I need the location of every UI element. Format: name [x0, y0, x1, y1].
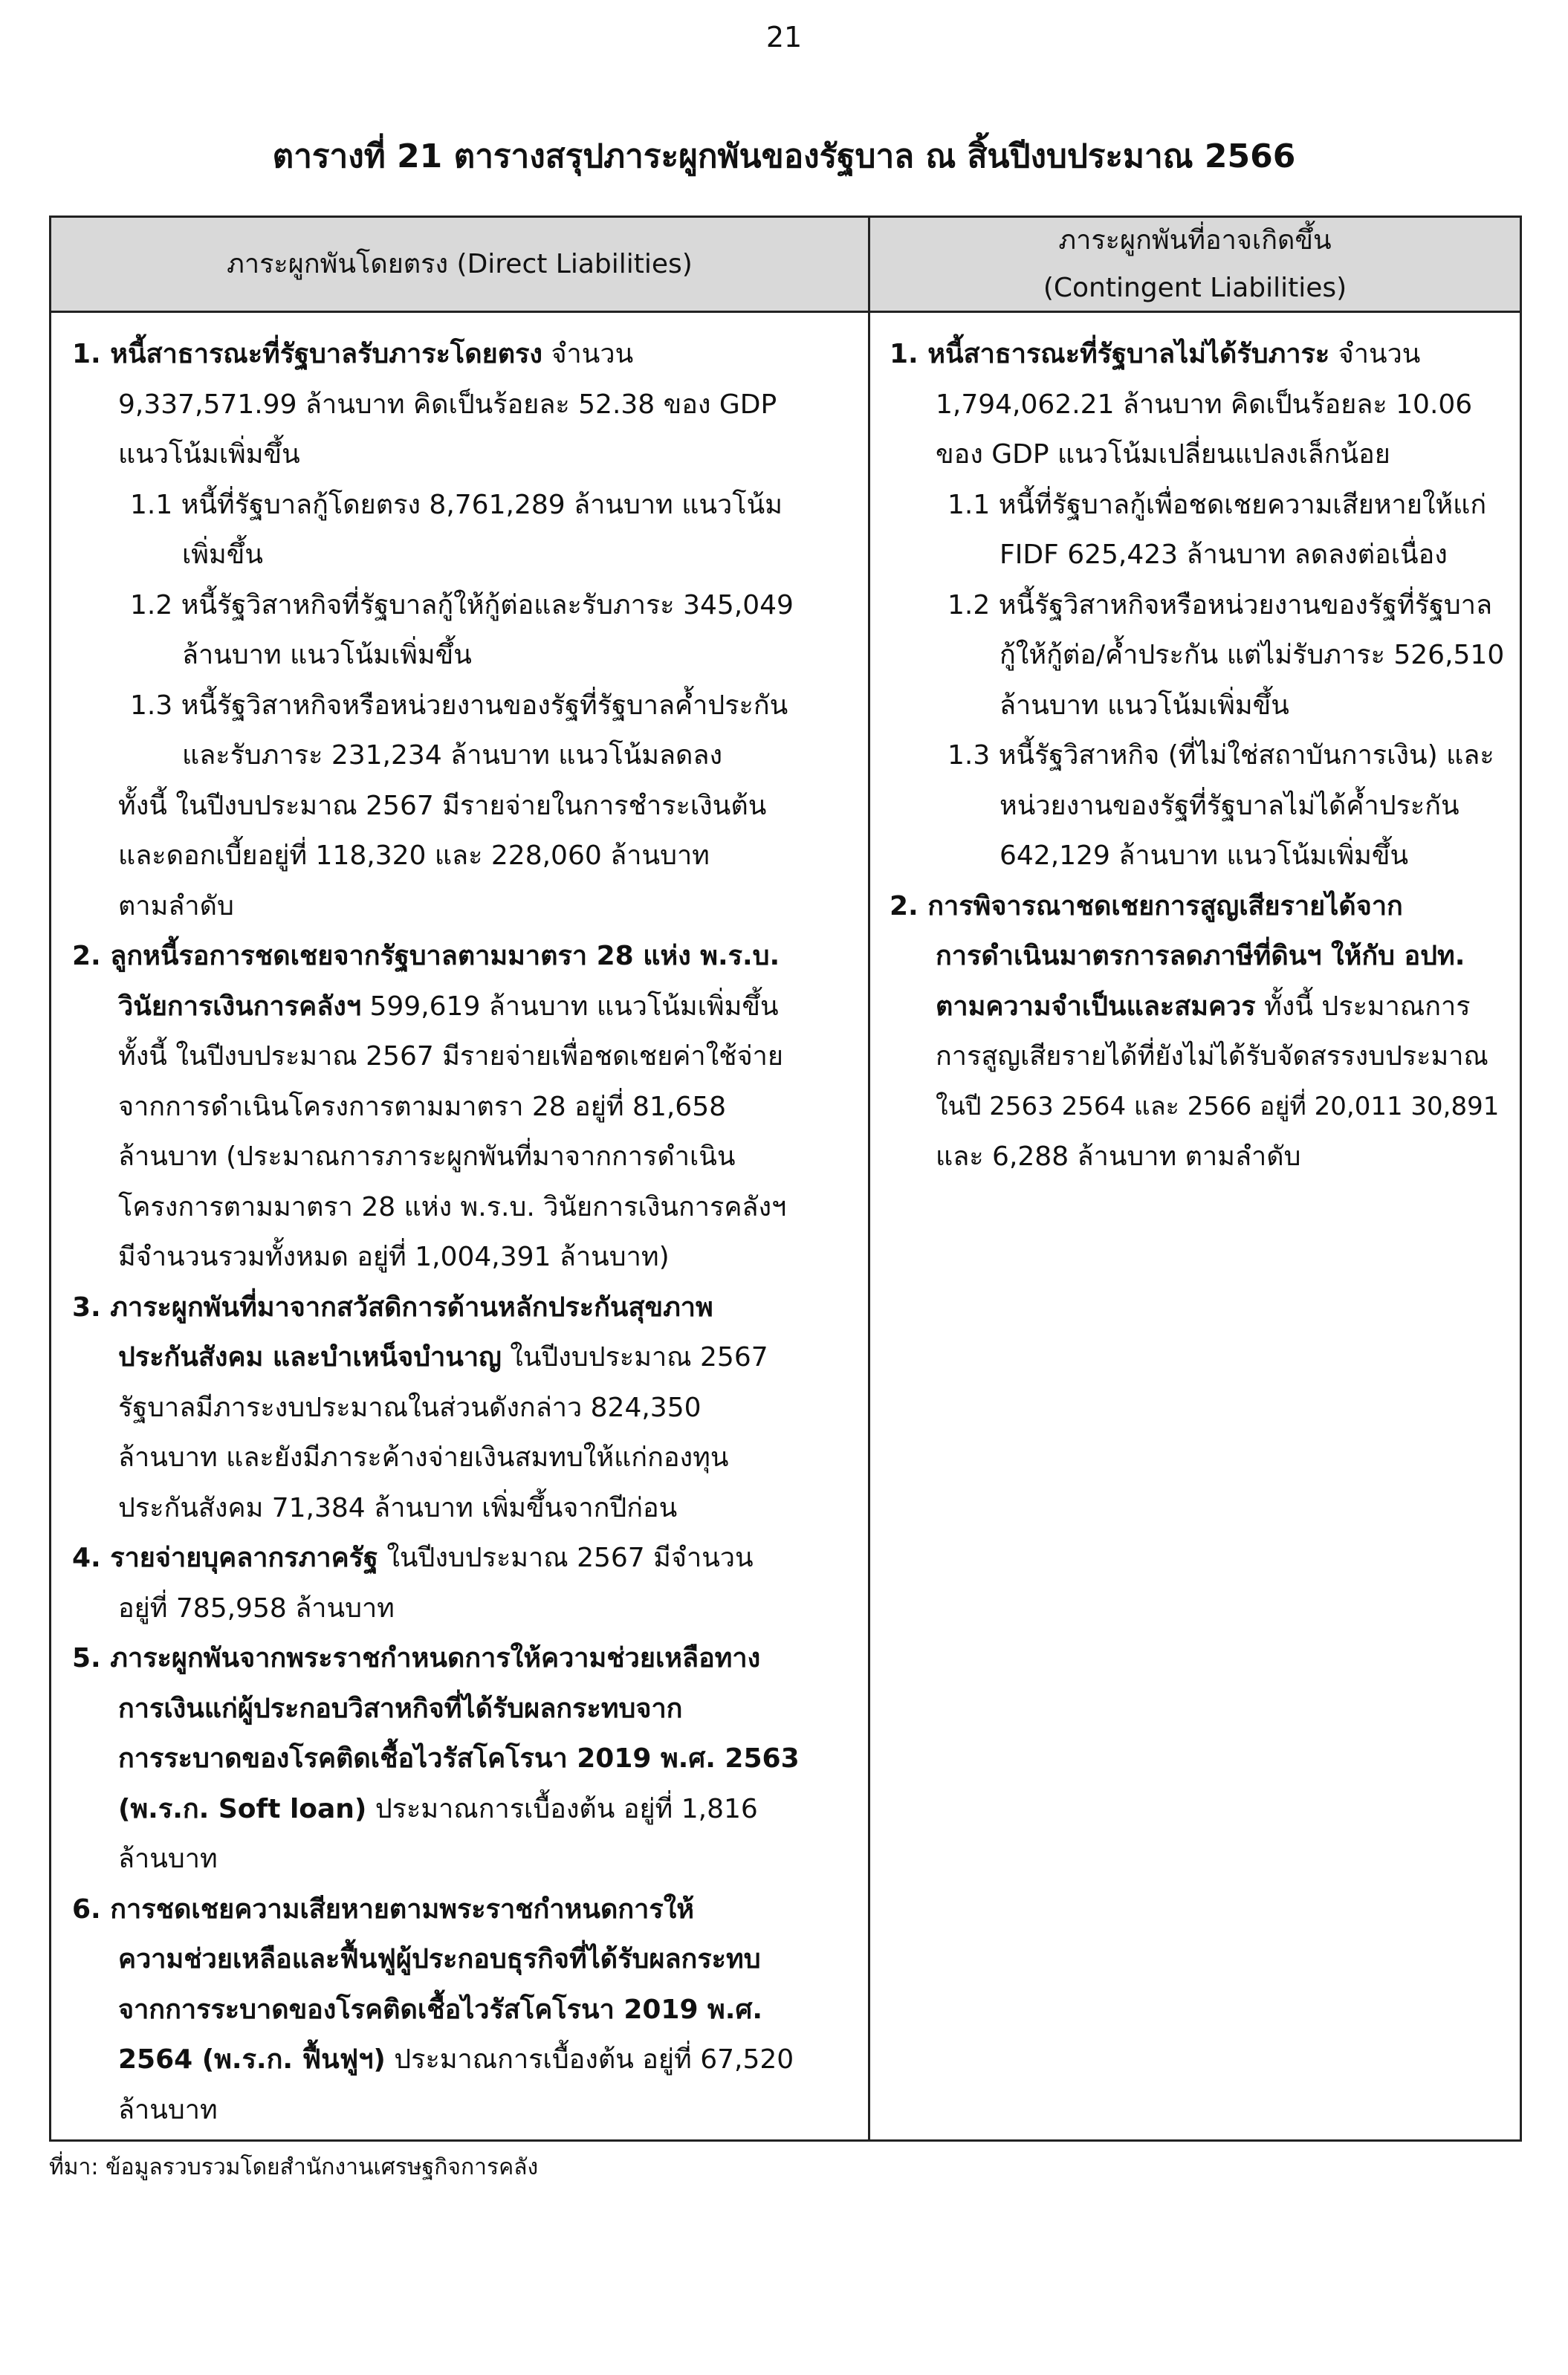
- text-line: ทั้งนี้ ในปีงบประมาณ 2567 มีรายจ่ายเพื่อชดเชยค่าใช้จ่าย: [118, 1041, 783, 1072]
- item-heading: การเงินแก่ผู้ประกอบวิสาหกิจที่ได้รับผลกระทบจาก: [118, 1693, 683, 1724]
- item-heading: ตามความจำเป็นและสมควร: [936, 991, 1256, 1022]
- column-divider: [868, 218, 870, 2139]
- text-line: [72, 982, 861, 1032]
- text-line: 1.1 หนี้ที่รัฐบาลกู้เพื่อชดเชยความเสียหายให้แก่: [947, 489, 1487, 520]
- item-heading: 1. หนี้สาธารณะที่รัฐบาลรับภาระโดยตรง: [72, 339, 543, 369]
- text-line: ในปี 2563 2564 และ 2566 อยู่ที่ 20,011 30,891: [936, 1091, 1500, 1121]
- item-heading: ความช่วยเหลือและฟื้นฟูผู้ประกอบธุรกิจที่ได้รับผลกระทบ: [118, 1944, 761, 1974]
- text-line: โครงการตามมาตรา 28 แห่ง พ.ร.บ. วินัยการเงินการคลังฯ: [118, 1191, 787, 1222]
- text-line: ล้านบาท: [118, 2094, 218, 2125]
- text-line: หน่วยงานของรัฐที่รัฐบาลไม่ได้ค้ำประกัน: [1000, 790, 1460, 821]
- text-line: [72, 329, 861, 380]
- text-line: อยู่ที่ 785,958 ล้านบาท: [118, 1592, 395, 1624]
- text-line: 1.2 หนี้รัฐวิสาหกิจที่รัฐบาลกู้ให้กู้ต่อและรับภาระ 345,049: [130, 589, 794, 621]
- item-text: ในปีงบประมาณ 2567 มีจำนวน: [378, 1543, 754, 1573]
- text-line: การสูญเสียรายได้ที่ยังไม่ได้รับจัดสรรงบประมาณ: [936, 1041, 1488, 1072]
- item-heading: การดำเนินมาตรการลดภาษีที่ดินฯ ให้กับ อปท.: [936, 941, 1465, 971]
- source-note: ที่มา: ข้อมูลรวบรวมโดยสำนักงานเศรษฐกิจการคลัง: [49, 2154, 539, 2180]
- text-line: ของ GDP แนวโน้มเปลี่ยนแปลงเล็กน้อย: [936, 439, 1390, 470]
- item-heading: 2. ลูกหนี้รอการชดเชยจากรัฐบาลตามมาตรา 28 แห่ง พ.ร.บ.: [72, 941, 780, 971]
- text-line: และรับภาระ 231,234 ล้านบาท แนวโน้มลดลง: [182, 740, 723, 771]
- page-number: 21: [765, 21, 803, 54]
- text-line: และดอกเบี้ยอยู่ที่ 118,320 และ 228,060 ล้านบาท: [118, 840, 710, 871]
- item-heading: (พ.ร.ก. Soft loan): [118, 1793, 367, 1824]
- item-heading: การระบาดของโรคติดเชื้อไวรัสโคโรนา 2019 พ.ศ. 2563: [118, 1743, 800, 1774]
- text-line: ล้านบาท แนวโน้มเพิ่มขึ้น: [182, 640, 472, 670]
- table-header-row: [51, 218, 1520, 313]
- text-line: 1.2 หนี้รัฐวิสาหกิจหรือหน่วยงานของรัฐที่รัฐบาล: [947, 589, 1493, 621]
- item-text: จำนวน: [542, 339, 634, 369]
- text-line: [72, 1332, 861, 1383]
- item-heading: 2. การพิจารณาชดเชยการสูญเสียรายได้จาก: [890, 890, 1403, 921]
- item-heading: 5. ภาระผูกพันจากพระราชกำหนดการให้ความช่วยเหลือทาง: [72, 1643, 761, 1673]
- text-line: ล้านบาท: [118, 1844, 218, 1874]
- item-heading: 1. หนี้สาธารณะที่รัฐบาลไม่ได้รับภาระ: [890, 339, 1330, 369]
- text-line: [72, 2035, 861, 2085]
- text-line: 1,794,062.21 ล้านบาท คิดเป็นร้อยละ 10.06: [936, 389, 1473, 420]
- text-line: 1.3 หนี้รัฐวิสาหกิจหรือหน่วยงานของรัฐที่รัฐบาลค้ำประกัน: [130, 690, 788, 721]
- item-text: ในปีงบประมาณ 2567: [501, 1342, 768, 1373]
- item-heading: 6. การชดเชยความเสียหายตามพระราชกำหนดการให้: [72, 1893, 694, 1925]
- item-text: ประมาณการเบื้องต้น อยู่ที่ 67,520: [385, 2044, 794, 2075]
- text-line: FIDF 625,423 ล้านบาท ลดลงต่อเนื่อง: [1000, 540, 1448, 570]
- text-line: ทั้งนี้ ในปีงบประมาณ 2567 มีรายจ่ายในการชำระเงินต้น: [118, 790, 767, 821]
- item-heading: 4. รายจ่ายบุคลากรภาครัฐ: [72, 1543, 378, 1573]
- liabilities-summary-table: [49, 216, 1522, 2142]
- contingent-liabilities-cell: [890, 329, 1509, 2132]
- item-text: 599,619 ล้านบาท แนวโน้มเพิ่มขึ้น: [361, 991, 779, 1022]
- text-line: กู้ให้กู้ต่อ/ค้ำประกัน แต่ไม่รับภาระ 526,510: [1000, 640, 1505, 670]
- text-line: รัฐบาลมีภาระงบประมาณในส่วนดังกล่าว 824,350: [118, 1392, 702, 1423]
- text-line: [72, 1784, 861, 1835]
- item-heading: 3. ภาระผูกพันที่มาจากสวัสดิการด้านหลักประกันสุขภาพ: [72, 1292, 713, 1323]
- item-heading: จากการระบาดของโรคติดเชื้อไวรัสโคโรนา 2019 พ.ศ.: [118, 1994, 762, 2025]
- text-line: ล้านบาท (ประมาณการภาระผูกพันที่มาจากการดำเนิน: [118, 1141, 736, 1172]
- header-direct-liabilities: ภาระผูกพันโดยตรง (Direct Liabilities): [227, 248, 693, 279]
- text-line: จากการดำเนินโครงการตามมาตรา 28 อยู่ที่ 81,658: [118, 1091, 726, 1122]
- text-line: [890, 982, 1509, 1032]
- text-line: 1.1 หนี้ที่รัฐบาลกู้โดยตรง 8,761,289 ล้านบาท แนวโน้ม: [130, 489, 783, 520]
- text-line: ตามลำดับ: [118, 890, 234, 921]
- text-line: 1.3 หนี้รัฐวิสาหกิจ (ที่ไม่ใช่สถาบันการเงิน) และ: [947, 740, 1494, 771]
- item-heading: 2564 (พ.ร.ก. ฟื้นฟูฯ): [118, 2044, 386, 2075]
- header-contingent-line1: ภาระผูกพันที่อาจเกิดขึ้น: [1058, 224, 1332, 256]
- text-line: [890, 329, 1509, 380]
- item-text: ทั้งนี้ ประมาณการ: [1255, 991, 1471, 1022]
- item-text: ประมาณการเบื้องต้น อยู่ที่ 1,816: [366, 1793, 758, 1824]
- text-line: และ 6,288 ล้านบาท ตามลำดับ: [936, 1141, 1301, 1172]
- text-line: แนวโน้มเพิ่มขึ้น: [118, 439, 300, 470]
- table-title: ตารางที่ 21 ตารางสรุปภาระผูกพันของรัฐบาล ณ สิ้นปีงบประมาณ 2566: [272, 137, 1296, 175]
- direct-liabilities-cell: [72, 329, 861, 2132]
- item-heading: ประกันสังคม และบำเหน็จบำนาญ: [118, 1342, 502, 1373]
- header-contingent-line2: (Contingent Liabilities): [1043, 272, 1347, 303]
- item-text: จำนวน: [1329, 339, 1421, 369]
- text-line: ล้านบาท แนวโน้มเพิ่มขึ้น: [1000, 690, 1289, 721]
- text-line: มีจำนวนรวมทั้งหมด อยู่ที่ 1,004,391 ล้านบาท): [118, 1242, 670, 1272]
- text-line: 642,129 ล้านบาท แนวโน้มเพิ่มขึ้น: [1000, 840, 1409, 871]
- text-line: 9,337,571.99 ล้านบาท คิดเป็นร้อยละ 52.38 ของ GDP: [118, 389, 777, 420]
- text-line: ล้านบาท และยังมีภาระค้างจ่ายเงินสมทบให้แก่กองทุน: [118, 1442, 729, 1473]
- header-contingent-liabilities: [870, 218, 1520, 311]
- text-line: ประกันสังคม 71,384 ล้านบาท เพิ่มขึ้นจากปีก่อน: [118, 1492, 678, 1523]
- text-line: [72, 1533, 861, 1584]
- item-heading: วินัยการเงินการคลังฯ: [118, 991, 362, 1022]
- text-line: เพิ่มขึ้น: [182, 540, 263, 570]
